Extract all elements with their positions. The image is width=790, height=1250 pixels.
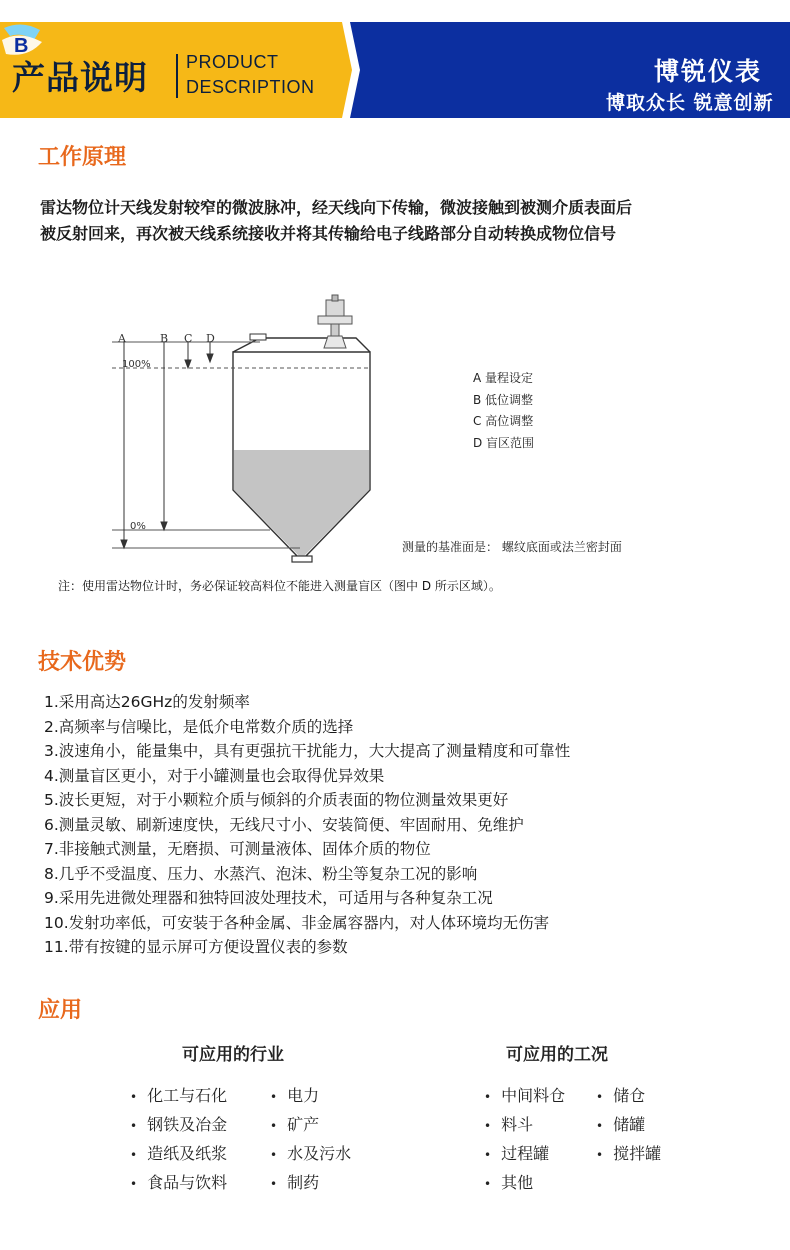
banner-subtitle-en [186,50,315,100]
condition-item: • 过程罐 [484,1140,565,1169]
label-b: B [160,332,169,345]
advantage-item: 3.波速角小，能量集中，具有更强抗干扰能力，大大提高了测量精度和可靠性 [44,742,571,760]
advantage-item: 11.带有按键的显示屏可方便设置仪表的参数 [44,938,348,956]
condition-item: • 中间料仓 [484,1082,565,1111]
tank-nozzle [250,334,266,340]
industry-item: • 水及污水 [270,1140,351,1169]
label-100-percent: 100% [122,359,151,370]
condition-item: • 料斗 [484,1111,565,1140]
condition-item: • 其他 [484,1169,565,1198]
svg-text:B: B [14,35,29,57]
principle-heading: 工作原理 [38,145,127,170]
advantage-item: 6.测量灵敏、刷新速度快，无线尺寸小、安装简便、牢固耐用、免维护 [44,815,524,834]
label-0-percent: 0% [130,521,146,532]
baseline-note: 测量的基准面是： 螺纹底面或法兰密封面 [402,540,622,554]
industry-item: • 造纸及纸浆 [130,1140,227,1169]
conditions-list-1 [484,1082,565,1198]
industry-item: • 食品与饮料 [130,1169,227,1198]
brand-logo-icon [0,22,44,58]
legend-item: B 低位调整 [473,392,534,407]
advantage-item: 5.波长更短，对于小颗粒介质与倾斜的介质表面的物位测量效果更好 [44,791,509,809]
advantage-item: 7.非接触式测量，无磨损、可测量液体、固体介质的物位 [44,840,431,858]
industries-title: 可应用的行业 [182,1045,284,1065]
material-fill [234,450,369,556]
advantages-heading: 技术优势 [38,650,127,675]
industry-item: • 化工与石化 [130,1082,227,1111]
industries-list-1 [130,1082,227,1198]
conditions-list-2 [596,1082,661,1169]
radar-sensor-icon [318,295,352,348]
legend-item: A 量程设定 [473,371,534,385]
banner-divider [176,54,178,98]
brand-name: 博锐仪表 [654,57,763,86]
dimension-arrows [121,342,213,548]
principle-text [40,195,760,247]
banner-subtitle-line2: DESCRIPTION [186,77,315,97]
industry-item: • 矿产 [270,1111,351,1140]
industry-item: • 电力 [270,1082,351,1111]
industry-item: • 钢铁及冶金 [130,1111,227,1140]
brand-slogan: 博取众长 锐意创新 [606,92,774,114]
principle-line-2: 被反射回来，再次被天线系统接收并将其传输给电子线路部分自动转换成物位信号 [40,224,617,243]
advantage-item: 1.采用高达26GHz的发射频率 [44,693,250,711]
label-c: C [184,332,193,345]
tank-outlet [292,556,312,562]
industry-item: • 制药 [270,1169,351,1198]
principle-line-1: 雷达物位计天线发射较窄的微波脉冲，经天线向下传输，微波接触到被测介质表面后 [40,198,633,217]
banner-title: 产品说明 [12,58,148,97]
advantage-item: 2.高频率与信噪比，是低介电常数介质的选择 [44,717,354,736]
condition-item: • 储罐 [596,1111,661,1140]
condition-item: • 储仓 [596,1082,661,1111]
legend-item: D 盲区范围 [473,435,535,450]
industries-list-2 [270,1082,351,1198]
label-d: D [206,332,215,345]
banner-subtitle-line1: PRODUCT [186,52,279,72]
advantage-item: 4.测量盲区更小，对于小罐测量也会取得优异效果 [44,766,385,785]
advantage-item: 10.发射功率低，可安装于各种金属、非金属容器内，对人体环境均无伤害 [44,913,550,932]
condition-item: • 搅拌罐 [596,1140,661,1169]
application-heading: 应用 [38,998,83,1023]
radar-tank-diagram [60,290,460,580]
advantage-item: 8.几乎不受温度、压力、水蒸汽、泡沫、粉尘等复杂工况的影响 [44,864,478,883]
conditions-title: 可应用的工况 [506,1045,608,1065]
header-banner [0,22,790,118]
label-a: A [118,332,126,345]
diagram-legend [473,368,534,454]
legend-item: C 高位调整 [473,414,534,428]
advantage-item: 9.采用先进微处理器和独特回波处理技术，可适用与各种复杂工况 [44,889,493,907]
advantages-list [44,690,570,960]
blind-zone-warning: 注：使用雷达物位计时，务必保证较高料位不能进入测量盲区（图中 D 所示区域）。 [58,579,501,593]
